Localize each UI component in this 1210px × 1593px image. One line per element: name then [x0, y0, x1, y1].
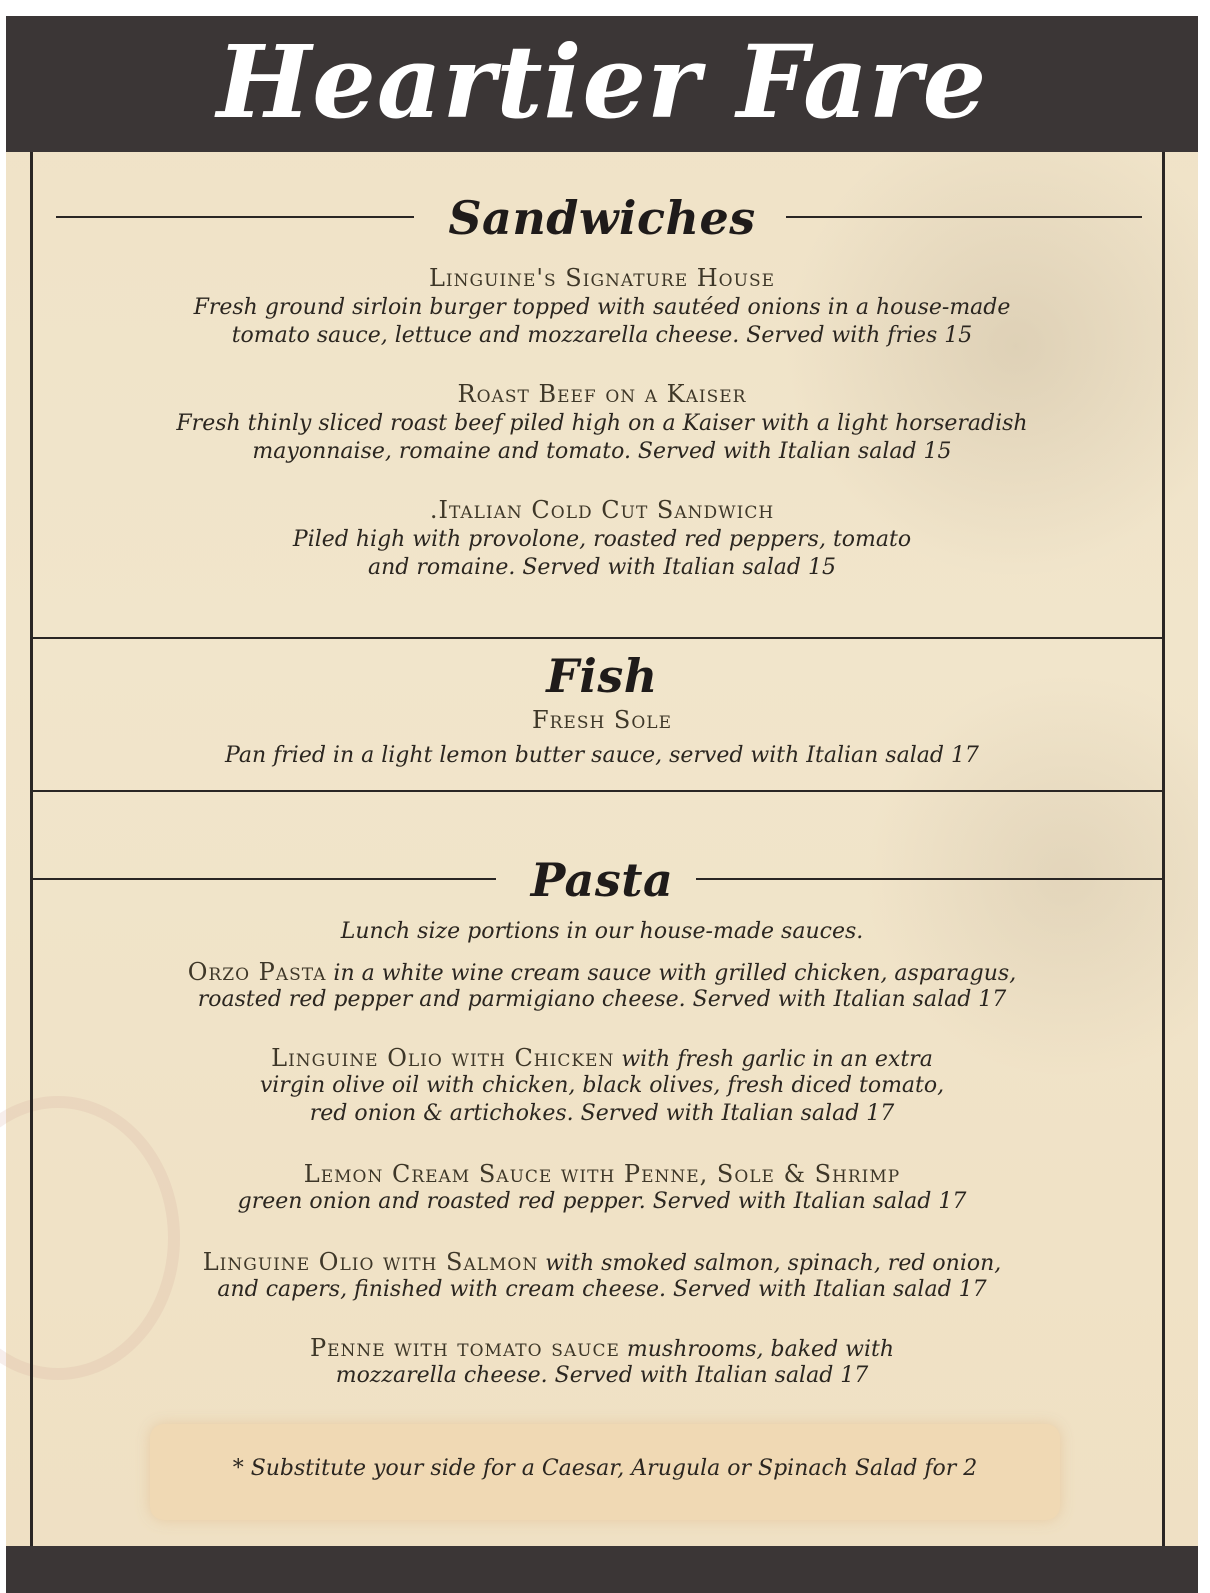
sandwich-item-desc: mayonnaise, romaine and tomato. Served with Italian salad 15	[252, 439, 952, 464]
sandwich-item-desc: Fresh ground sirloin burger topped with sautéed onions in a house-made	[193, 295, 1011, 320]
menu-header	[6, 16, 1198, 152]
fish-item-desc: Pan fried in a light lemon butter sauce, served with Italian salad 17	[225, 743, 979, 768]
sandwich-item-desc: tomato sauce, lettuce and mozzarella cheese. Served with fries 15	[231, 323, 973, 348]
page-title: Heartier Fare	[216, 23, 988, 141]
sandwich-item-desc: Piled high with provolone, roasted red peppers, tomato	[292, 527, 912, 552]
pasta-item-name: Orzo Pasta	[187, 958, 327, 986]
fish-item-name: Fresh Sole	[531, 706, 673, 734]
pasta-item-desc	[6, 1248, 1198, 1278]
pasta-item-desc	[6, 1334, 1198, 1364]
pasta-item-desc: and capers, finished with cream cheese. Served with Italian salad 17	[217, 1277, 987, 1302]
pasta-item-desc-text: with fresh garlic in an extra	[614, 1047, 933, 1072]
pasta-item-name: Linguine Olio with Salmon	[202, 1248, 539, 1276]
pasta-item-desc-text: in a white wine cream sauce with grilled chicken, asparagus,	[326, 961, 1017, 986]
pasta-intro: Lunch size portions in our house-made sauces.	[340, 919, 864, 944]
pasta-item-desc	[6, 1044, 1198, 1074]
pasta-item-desc: red onion & artichokes. Served with Italian salad 17	[309, 1101, 895, 1126]
menu-footer	[6, 1546, 1198, 1593]
fish-heading: Fish	[546, 649, 658, 703]
pasta-item-name: Penne with tomato sauce	[309, 1334, 620, 1362]
pasta-item-desc	[6, 958, 1198, 988]
pasta-item-desc: green onion and roasted red pepper. Served with Italian salad 17	[237, 1189, 967, 1214]
sandwich-item-desc: and romaine. Served with Italian salad 15	[368, 555, 836, 580]
pasta-item-name: Linguine Olio with Chicken	[271, 1044, 615, 1072]
pasta-item-desc: roasted red pepper and parmigiano cheese. Served with Italian salad 17	[197, 987, 1007, 1012]
pasta-heading: Pasta	[530, 853, 674, 907]
pasta-item-desc: mozzarella cheese. Served with Italian salad 17	[335, 1363, 869, 1388]
menu-page	[6, 16, 1198, 1593]
pasta-item-name: Lemon Cream Sauce with Penne, Sole & Shrimp	[303, 1160, 901, 1188]
substitution-note	[150, 1424, 1060, 1520]
sandwich-item-name: Linguine's Signature House	[428, 264, 776, 292]
pasta-item-desc-text: mushrooms, baked with	[619, 1337, 895, 1362]
sandwich-item-name: Roast Beef on a Kaiser	[457, 380, 747, 408]
section-divider	[30, 790, 1165, 792]
substitution-note-text: * Substitute your side for a Caesar, Arugula or Spinach Salad for 2	[232, 1456, 978, 1481]
pasta-item-desc-text: with smoked salmon, spinach, red onion,	[538, 1251, 1002, 1276]
sandwich-item-name: .Italian Cold Cut Sandwich	[429, 496, 775, 524]
section-divider	[30, 637, 1165, 639]
sandwich-item-desc: Fresh thinly sliced roast beef piled high on a Kaiser with a light horseradish	[176, 411, 1028, 436]
sandwiches-heading: Sandwiches	[448, 191, 756, 245]
pasta-item-desc: virgin olive oil with chicken, black olives, fresh diced tomato,	[259, 1073, 945, 1098]
